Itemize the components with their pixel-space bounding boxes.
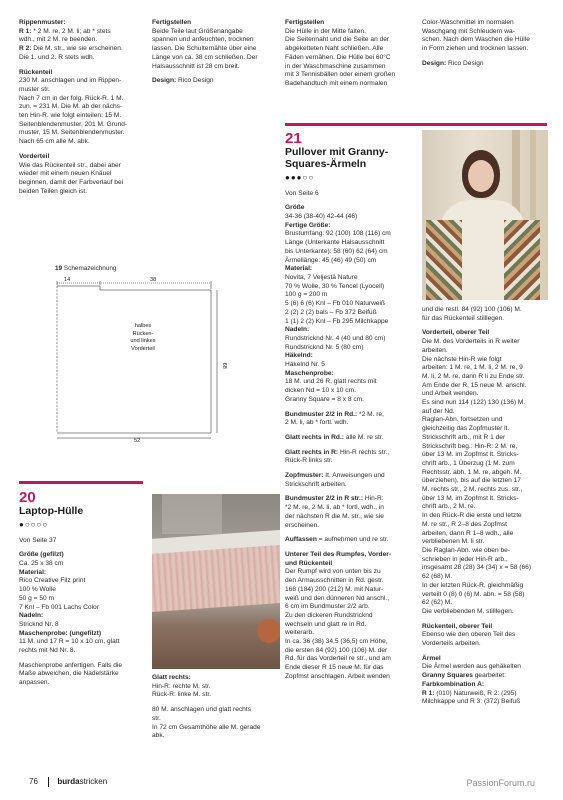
fertigstellen-20-section: Fertigstellen Die Hülle in der Mitte falten. Die Seitennaht und die Seite an der abgeketteten Naht schließen. Alle Fäden vernähen. Die Hülle bei 60°C in der Waschmaschine zusammen mit 3 Tennisbällen oder einem großen Badehandtuch mit einem normalen — [285, 19, 413, 89]
column-4-bottom — [422, 306, 548, 713]
rueckenteil-oberer-teil: Rückenteil, oberer Teil Ebenso wie den oberen Teil des Vorderteils arbeiten. — [422, 622, 516, 648]
column-1 — [19, 19, 143, 202]
difficulty-rating-21: ●●●○○ — [285, 173, 315, 183]
rueckenteil-heading: Rückenteil — [19, 68, 53, 76]
zopfmuster: Zopfmuster: It. Anweisungen und Strickschrift arbeiten. — [285, 472, 385, 488]
anschlag-text: 80 M. anschlagen und glatt rechts str. In 72 cm Gesamthöhe alle M. gerade abk. — [152, 706, 261, 740]
vorderteil-oberer-teil: Vorderteil, oberer Teil Die M. des Vorderteils in R weiter arbeiten. Die nächste Hin-R wie folgt arbeiten: 1 M. re, 1 M. li, 2 M. re, 9 M. li, 2 M. re, dann R li zu Ende str. Am Ende der R, 15 neue M. anschl. und Arbeit wenden. Es sind nun 114 (122) 130 (136) M. auf der Nd. Raglan-Abn. fortsetzen und gleichzeitig das Zopfmuster lt. Strickschrift arb., mit R 1 der Strickschrift beg.: Hin-R: 2 M. re, über 13 M. im Zopfmst lt. Stricks- chrift arb., 1 Überzug (1 M. zum Rechtsstr. abh, 1 M. re, abgeh. M. überziehen), bis auf die letzten 17 M. rechts str., 2 M. rechts zus. str., über 13 M. im Zopfmst lt. Stricks- chrift arb., 2 M. re. In den Rück-R die erste und letzte M. re str., R 2–8 des Zopfmst arbeiten, dann R 1–8 wdh., alle verbliebenen M. li str. Die Raglan-Abn. wie oben be- schrieben in jeder Hin-R arb., insgesamt 28 (28) 34 (34) x = 58 (66) 62 (68) M. In der letzten Rück-R, gleichmäßig verteilt 0 (8) 0 (6) M. abn. = 58 (58) 62 (62) M. Die verbliebenden M. stilllegen. — [422, 329, 532, 615]
schematic-center-label: halbes Rücken- und linkes Vorderteil — [130, 323, 156, 352]
project-21-title: Pullover mit Granny- Squares-Ärmeln — [285, 146, 389, 171]
project-21-ref: Von Seite 6 — [285, 189, 319, 197]
design-credit-20: Design: Rico Design — [422, 59, 484, 67]
schematic-width-right: 38 — [150, 277, 157, 283]
fertigstellen-20-heading: Fertigstellen — [285, 19, 325, 26]
project-20-specs: Größe (gefilzt) Ca. 25 x 38 cm Material: Rico Creative Filz print 100 % Wolle 50 g = 50 m 7 Knl – Fb 001 Lachs Color Nadeln: Stricknd Nr. 8 Maschenprobe: (ungefilzt) 11 M. und 17 R = 10 x 10 cm, glatt rechts mit Nd Nr. 8. — [19, 551, 120, 655]
project-20-ref: Von Seite 37 — [19, 536, 57, 544]
project-20 — [19, 481, 143, 694]
glatt-rechts-section: Glatt rechts: Hin-R: rechte M. str. Rück-R: linke M. str. — [152, 674, 211, 699]
footer-divider — [48, 777, 49, 787]
project-20-number: 20 — [19, 489, 36, 506]
schematic-bottom-width: 52 — [134, 438, 141, 444]
aermel-section: Ärmel Die Ärmel werden aus gehäkelten Granny Squares gearbeitet: Farbkombination A: R 1: (010) Naturweiß, R 2: (295) Milchkappe und R 3: (372) Beifuß — [422, 654, 521, 706]
pullover-photo — [422, 130, 548, 300]
page-footer — [29, 777, 107, 788]
schematic-title: 19 Schemazeichnung — [55, 265, 117, 272]
schematic-drawing — [55, 276, 225, 446]
rueckenteil-section: Rückenteil 230 M. anschlagen und im Rippen- muster str. Nach 7 cm in der folg. Rück-R. 1 M. zun. = 231 M. Die M. ab der nächs- ten Hin-R. wie folgt einteilen: 15 M. Seitenblendenmuster, 201 M. Grund- muster, 15 M. Seitenblendenmuster. Nach 65 cm alle M. abk. — [19, 69, 143, 147]
bundmuster-r: Bundmuster 2/2 in R str.: Hin-R: *2 M. re, 2 M. li, ab * fortl. wdh., in der nächsten R die M. str., wie sie erscheinen. — [285, 495, 384, 529]
vorderteil-heading: Vorderteil — [19, 152, 50, 160]
washing-text: Color-Waschmittel im normalen Waschgang mit Schleudern wa- schen. Nach dem Waschen die Hülle in Form ziehen und trocknen lassen. — [422, 19, 530, 53]
fertigstellen-section: Fertigstellen Beide Teile laut Größenangabe spannen und anfeuchten, trocknen lassen. Die Schulternähte über eine Länge von ca. 38 cm schließen. Der Halsausschnitt ist 28 cm breit. — [152, 19, 276, 71]
magazine-brand: burdastricken — [57, 777, 108, 787]
schematic-height: 68 — [220, 362, 227, 369]
stilllegen-text: und die restl. 84 (92) 100 (106) M. für das Rückenteil stilllegen. — [422, 306, 522, 322]
column-2-bottom — [152, 674, 276, 747]
project-21-specs: Größe 34-36 (38-40) 42-44 (46) Fertige Größe: Brustumfang: 92 (100) 108 (116) cm Länge (Unterkante Halsausschnitt bis Unterkante): 58 (60) 62 (64) cm Ärmellänge: 45 (46) 49 (50) cm Material: Novita, 7 Veljestä Nature 70 % Wolle, 30 % Tencel (Lyocell) 100 g = 200 m 5 (6) 6 (6) Knl – Fb 010 Naturweiß 2 (2) 2 (2) bals – Fb 372 Beifuß 1 (1) 2 (2) Knl – Fb 295 Milchkappe Nadeln: Rundstricknd Nr. 4 (40 und 80 cm) Rundstricknd Nr. 5 (80 cm) Häkelnd: Häkelnd Nr. 5 Maschenprobe: 18 M. und 26 R, glatt rechts mit dicken Nd = 10 x 10 cm. Granny Square = 8 x 8 cm. — [285, 204, 391, 403]
column-2-top — [152, 19, 276, 92]
auffassen: Auffassen = aufnehmen und re str. — [285, 536, 389, 544]
column-3-top — [285, 19, 413, 95]
project-20-note: Maschenprobe anfertigen. Falls die Maße abweichen, die Nadelstärke anpassen. — [19, 661, 122, 687]
page-number: 76 — [29, 777, 38, 787]
fertigstellen-heading: Fertigstellen — [152, 19, 192, 26]
schematic-width-left: 14 — [64, 277, 71, 283]
project-21 — [285, 123, 413, 688]
unterer-teil: Unterer Teil des Rumpfes, Vorder- und Rückenteil Der Rumpf wird von unten bis zu den Armausschnitten in Rd. gestr. 168 (184) 200 (212) M. mit Natur- weiß und den dünneren Nd anschl., 6 cm im Bundmuster 2/2 arb. Zu den dickeren Rundstricknd wechseln und glatt re in Rd. weiterarb. In ca. 36 (38) 34,5 (36,5) cm Höhe, die ersten 84 (92) 100 (106) M. der Rd. für das Vorderteil re str., und am Ende dieser R 15 neue M. für das Zopfmst anschlagen. Arbeit wenden — [285, 550, 392, 680]
difficulty-rating-20: ●○○○○ — [19, 520, 49, 530]
project-21-number: 21 — [285, 130, 302, 147]
glatt-rechts-rd: Glatt rechts in Rd.: alle M. re str. — [285, 433, 384, 441]
column-4-top — [422, 19, 546, 75]
vorderteil-section: Vorderteil Wie das Rückenteil str., dabei aber wieder mit einem neuen Knäuel beginnen, damit der Farbverlauf bei beiden Teilen gleich ist. — [19, 153, 143, 197]
bundmuster-rd: Bundmuster 2/2 in Rd.: *2 M. re, 2 M. li, ab * fortl. wdh. — [285, 410, 384, 427]
laptop-sleeve-photo — [152, 494, 280, 669]
design-credit: Design: Rico Design — [152, 77, 214, 85]
project-20-title: Laptop-Hülle — [19, 505, 84, 517]
rippenmuster-section: Rippenmuster: R 1: * 2 M. re, 2 M. li; ab * stets wdh., mit 2 M. re beenden. R 2: Die M. str., wie sie erscheinen. Die 1. und 2. R stets wdh. — [19, 19, 143, 63]
glatt-rechts-r: Glatt rechts in R: Hin-R rechts str., Rück-R links str. — [285, 448, 390, 465]
rippenmuster-heading: Rippenmuster: — [19, 19, 66, 26]
watermark: PassionForum.ru — [466, 778, 535, 789]
